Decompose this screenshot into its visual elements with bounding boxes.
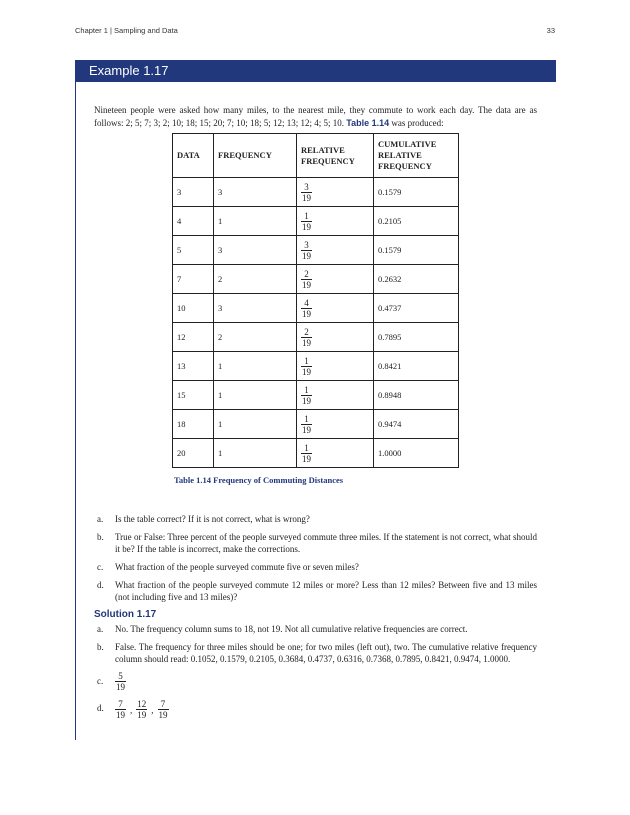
solution-marker: b. [97, 642, 104, 652]
fraction-denominator: 19 [158, 710, 168, 720]
fraction-numerator: 2 [301, 269, 312, 280]
cell-frequency: 2 [214, 323, 297, 352]
fraction [115, 699, 126, 720]
fraction [301, 240, 312, 261]
solution-item-c [97, 671, 537, 692]
fraction-denominator: 19 [302, 395, 311, 406]
table-caption: Table 1.14 Frequency of Commuting Distances [174, 475, 344, 485]
fraction-numerator: 3 [301, 182, 312, 193]
fraction-numerator: 2 [301, 327, 312, 338]
fraction-denominator: 19 [302, 192, 311, 203]
fraction-numerator: 12 [137, 699, 147, 709]
fraction-separator: , [130, 705, 133, 715]
cell-data: 5 [173, 236, 214, 265]
example-title: Example 1.17 [89, 63, 169, 78]
cell-frequency: 3 [214, 294, 297, 323]
fraction-denominator: 19 [302, 250, 311, 261]
cell-data: 15 [173, 381, 214, 410]
solution-marker: a. [97, 624, 104, 634]
fraction-numerator: 7 [115, 699, 126, 710]
fraction-denominator: 19 [302, 366, 311, 377]
cell-relative-frequency [297, 381, 374, 410]
cell-cumulative: 1.0000 [374, 439, 459, 468]
fraction-numerator: 5 [115, 671, 126, 682]
question-item [97, 561, 537, 573]
table-header-row [173, 134, 459, 178]
cell-data: 3 [173, 178, 214, 207]
cell-relative-frequency [297, 323, 374, 352]
fraction-numerator: 7 [158, 699, 169, 710]
solution-item-b [97, 641, 537, 665]
fraction-denominator: 19 [137, 710, 147, 720]
solution-text: No. The frequency column sums to 18, not 19. Not all cumulative relative frequencies are correct. [115, 624, 468, 634]
cell-data: 18 [173, 410, 214, 439]
header-cumulative-relative-frequency: CUMULATIVE RELATIVE FREQUENCY [374, 134, 459, 178]
cell-cumulative: 0.1579 [374, 178, 459, 207]
question-marker: c. [97, 562, 104, 572]
fraction [301, 443, 312, 464]
fraction-numerator: 1 [301, 211, 312, 222]
header-data: DATA [173, 134, 214, 178]
cell-relative-frequency [297, 352, 374, 381]
cell-data: 4 [173, 207, 214, 236]
fraction [301, 211, 312, 232]
fraction-numerator: 4 [301, 298, 312, 309]
fraction-numerator: 1 [301, 443, 312, 454]
example-left-rule [75, 82, 76, 740]
fraction [301, 298, 312, 319]
table-row [173, 207, 459, 236]
cell-cumulative: 0.1579 [374, 236, 459, 265]
cell-frequency: 3 [214, 178, 297, 207]
frequency-table [172, 133, 459, 468]
fraction [301, 269, 312, 290]
question-item [97, 579, 537, 603]
cell-cumulative: 0.7895 [374, 323, 459, 352]
fraction [301, 414, 312, 435]
fraction [301, 327, 312, 348]
solution-item-a [97, 623, 537, 635]
question-item [97, 531, 537, 555]
question-marker: b. [97, 532, 104, 542]
table-row [173, 294, 459, 323]
intro-text: Nineteen people were asked how many miles, to the nearest mile, they commute to work each day. The data are as follows: 2; 5; 7; 3; 2; 10; 18; 15; 20; 7; 10; 18; 5; 12; 13; 12; 4; 5; 10. [94, 105, 537, 128]
cell-frequency: 1 [214, 410, 297, 439]
question-text: Is the table correct? If it is not correct, what is wrong? [115, 514, 310, 524]
cell-cumulative: 0.8421 [374, 352, 459, 381]
fraction [301, 356, 312, 377]
table-row [173, 323, 459, 352]
cell-frequency: 1 [214, 207, 297, 236]
cell-relative-frequency [297, 236, 374, 265]
solution-marker: c. [97, 676, 104, 686]
fraction-denominator: 19 [302, 279, 311, 290]
running-head [75, 26, 555, 38]
question-text: What fraction of the people surveyed commute 12 miles or more? Less than 12 miles? Between five and 13 miles (not including five and 13 miles)? [115, 580, 537, 602]
header-relative-frequency: RELATIVE FREQUENCY [297, 134, 374, 178]
question-text: What fraction of the people surveyed commute five or seven miles? [115, 562, 359, 572]
cell-cumulative: 0.2105 [374, 207, 459, 236]
cell-relative-frequency [297, 294, 374, 323]
fraction-denominator: 19 [116, 710, 125, 720]
intro-text-end: was produced: [391, 118, 444, 128]
fraction [115, 671, 126, 692]
fraction-denominator: 19 [302, 221, 311, 232]
page-number: 33 [546, 26, 555, 35]
fraction [301, 385, 312, 406]
question-item [97, 513, 537, 525]
fraction [158, 699, 169, 720]
cell-data: 20 [173, 439, 214, 468]
cell-data: 13 [173, 352, 214, 381]
fraction-denominator: 19 [116, 682, 125, 692]
cell-cumulative: 0.8948 [374, 381, 459, 410]
table-row [173, 410, 459, 439]
cell-relative-frequency [297, 178, 374, 207]
cell-relative-frequency [297, 265, 374, 294]
question-list [97, 513, 537, 609]
table-row [173, 381, 459, 410]
cell-frequency: 3 [214, 236, 297, 265]
table-row [173, 236, 459, 265]
example-intro [94, 104, 537, 130]
cell-relative-frequency [297, 207, 374, 236]
cell-cumulative: 0.2632 [374, 265, 459, 294]
table-row [173, 178, 459, 207]
cell-data: 10 [173, 294, 214, 323]
table-row [173, 439, 459, 468]
table-row [173, 265, 459, 294]
table-row [173, 352, 459, 381]
fraction [136, 699, 147, 720]
fraction-denominator: 19 [302, 453, 311, 464]
solution-item-d [97, 698, 537, 720]
solution-heading: Solution 1.17 [94, 609, 157, 620]
cell-data: 12 [173, 323, 214, 352]
question-marker: d. [97, 580, 104, 590]
solution-list [97, 623, 537, 726]
example-title-bar [75, 60, 556, 82]
table-body [173, 178, 459, 468]
fraction-numerator: 1 [301, 414, 312, 425]
fraction-separator: , [151, 705, 154, 715]
fraction-numerator: 1 [301, 356, 312, 367]
cell-frequency: 2 [214, 265, 297, 294]
cell-frequency: 1 [214, 381, 297, 410]
solution-text: False. The frequency for three miles should be one; for two miles (left out), two. The cumulative relative frequency column should read: 0.1052, 0.1579, 0.2105, 0.3684, 0.4737, 0.6316, 0.7368, 0.7895, 0.8421, 0.9474, 1.0000. [115, 642, 537, 664]
question-marker: a. [97, 514, 104, 524]
fraction-denominator: 19 [302, 308, 311, 319]
fraction-numerator: 3 [301, 240, 312, 251]
fraction-denominator: 19 [302, 337, 311, 348]
fraction-numerator: 1 [301, 385, 312, 396]
question-text: True or False: Three percent of the people surveyed commute three miles. If the statement is not correct, what should it be? If the table is incorrect, make the corrections. [115, 532, 537, 554]
cell-frequency: 1 [214, 439, 297, 468]
cell-cumulative: 0.4737 [374, 294, 459, 323]
fraction-denominator: 19 [302, 424, 311, 435]
fraction [301, 182, 312, 203]
header-frequency: FREQUENCY [214, 134, 297, 178]
solution-marker: d. [97, 703, 104, 713]
fraction-list [115, 699, 169, 720]
cell-data: 7 [173, 265, 214, 294]
cell-cumulative: 0.9474 [374, 410, 459, 439]
table-reference-link[interactable]: Table 1.14 [346, 118, 390, 128]
cell-relative-frequency [297, 439, 374, 468]
cell-relative-frequency [297, 410, 374, 439]
cell-frequency: 1 [214, 352, 297, 381]
chapter-title: Chapter 1 | Sampling and Data [75, 26, 178, 35]
